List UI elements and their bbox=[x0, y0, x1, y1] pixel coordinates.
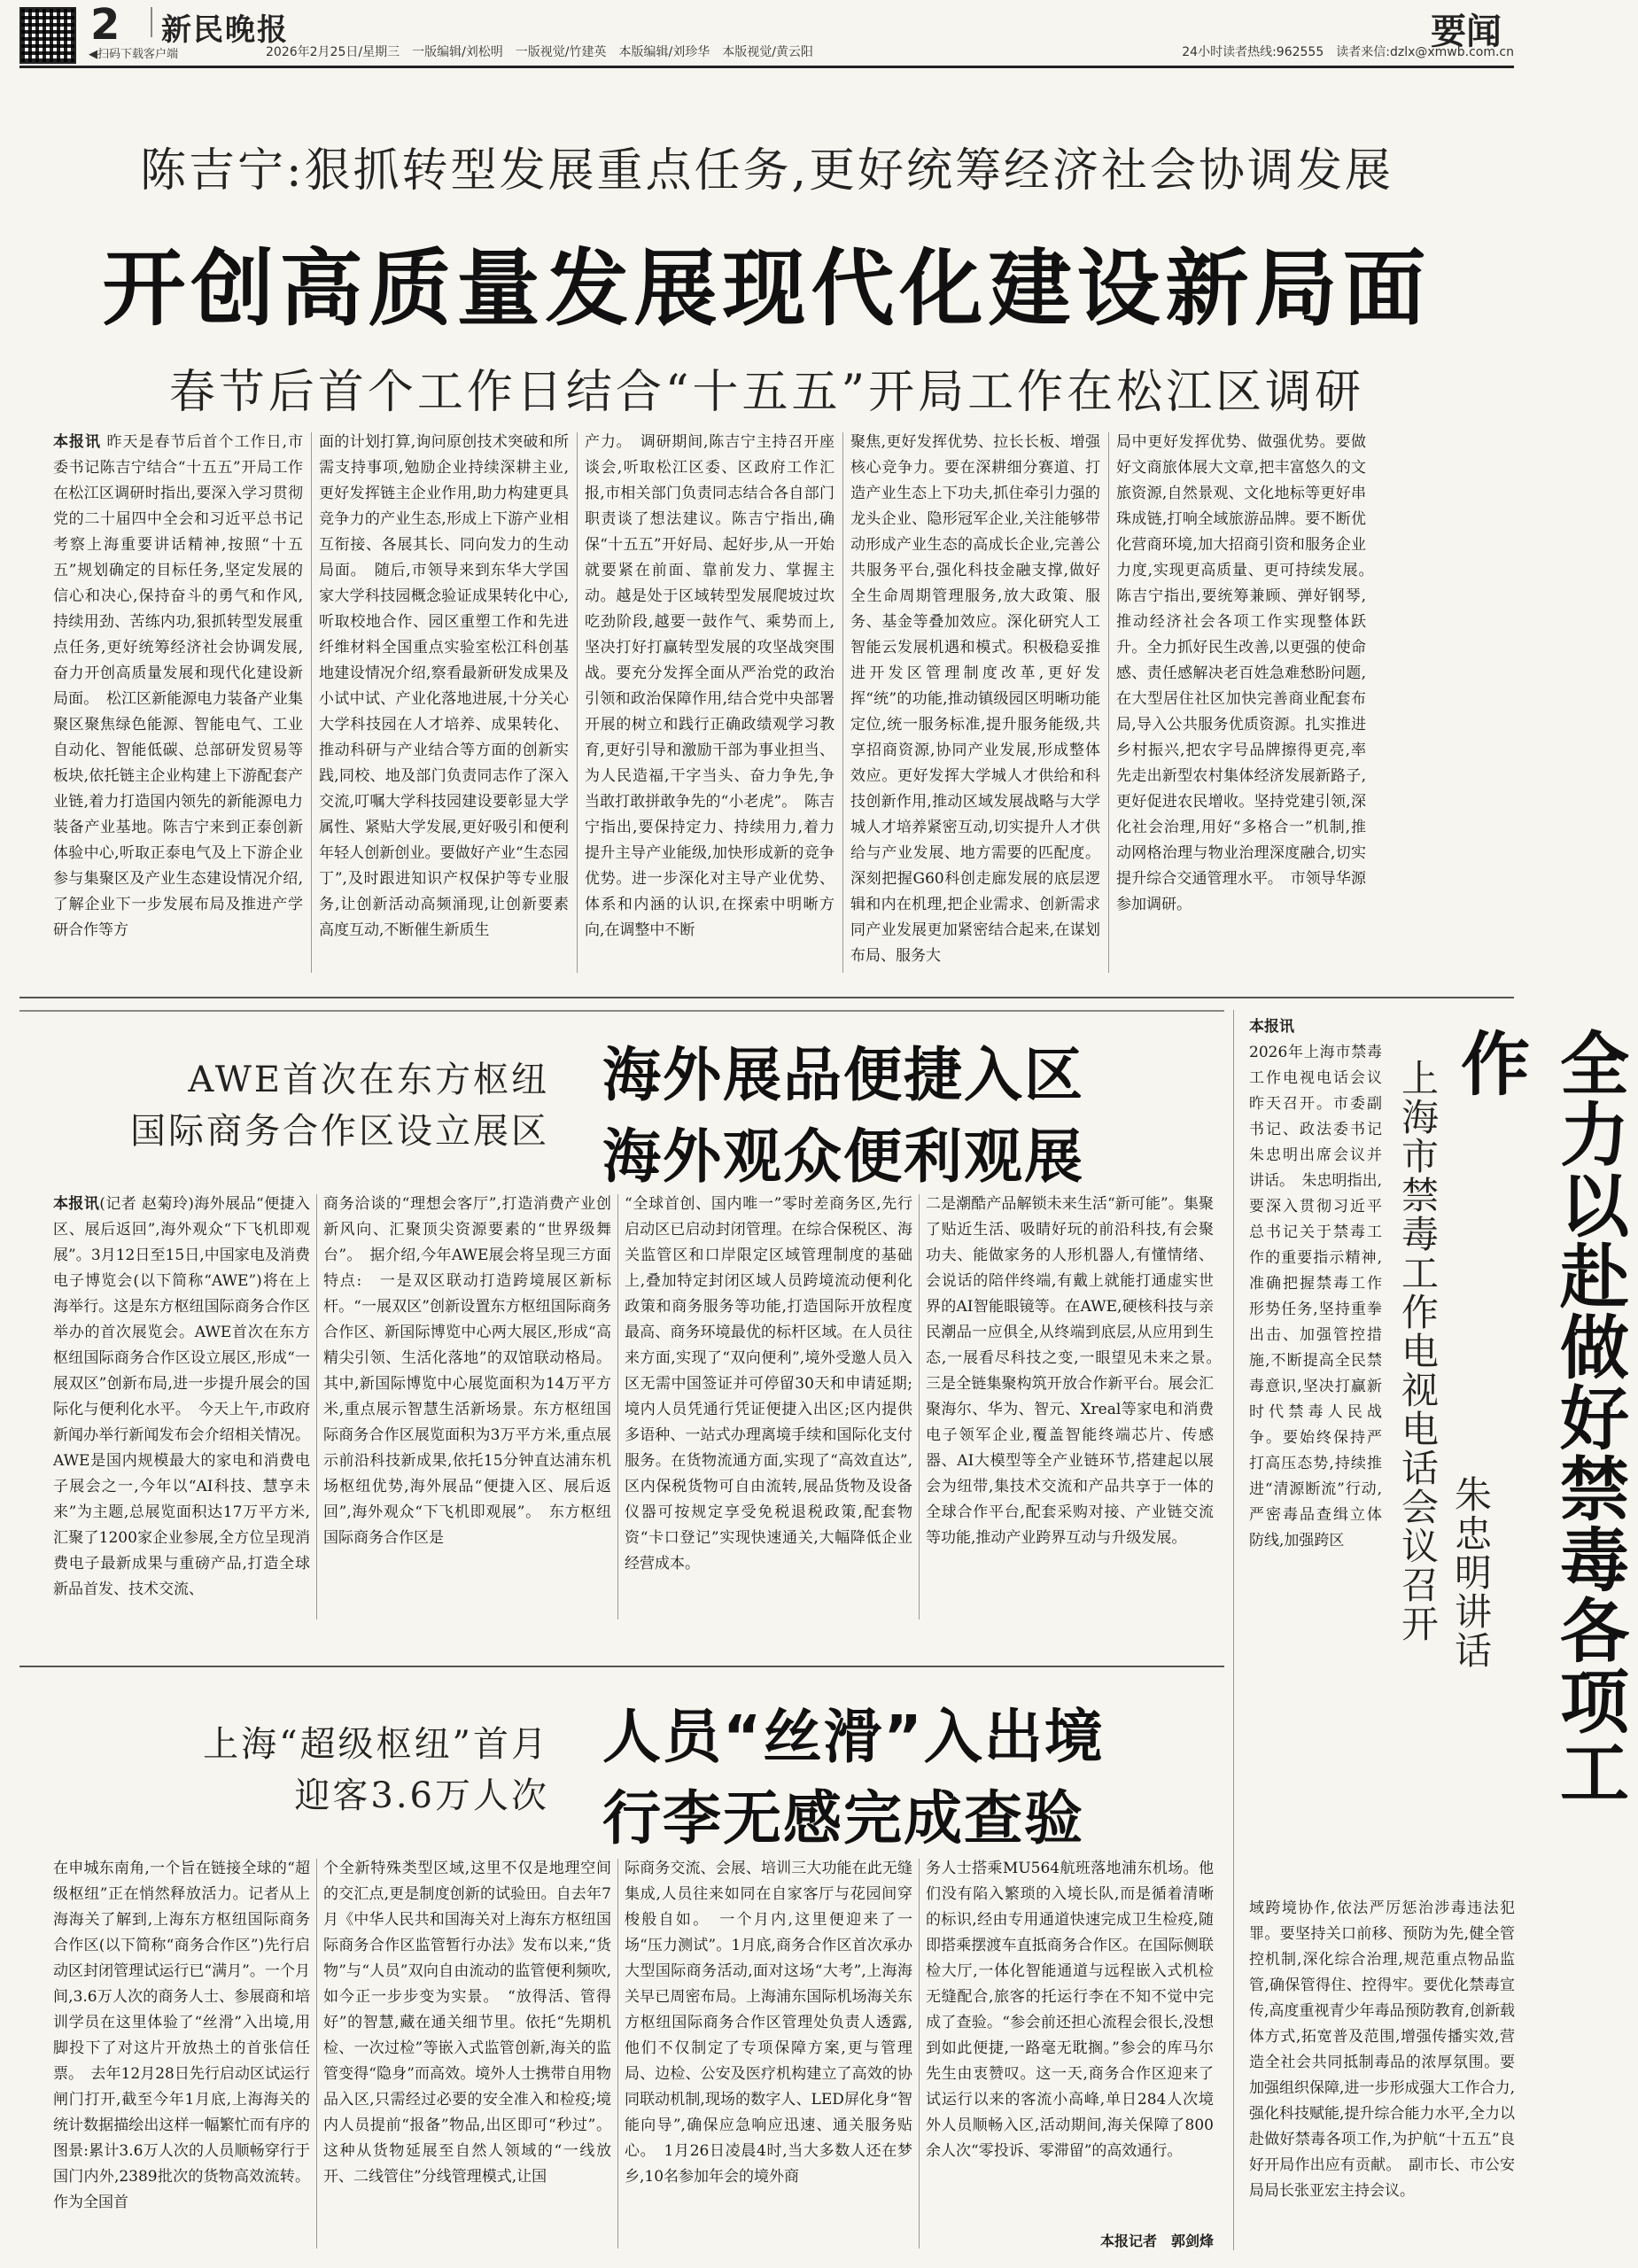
border-kicker-line1: 上海“超级枢纽”首月 bbox=[203, 1724, 549, 1765]
column-rule bbox=[617, 1859, 618, 2249]
lead-subhead: 春节后首个工作日结合“十五五”开局工作在松江区调研 bbox=[168, 366, 1365, 419]
lead-column-1 bbox=[53, 430, 303, 979]
awe-column-1 bbox=[53, 1192, 310, 1626]
border-column-2: 个全新特殊类型区域,这里不仅是地理空间的交汇点,更是制度创新的试验田。自去年7月《中华人民共和国海关对上海东方枢纽国际商务合作区监管暂行办法》发布以来,“货物”与“人员”双向自由流动的监管便利频吹,如今正一步步变为实景。 “放得活、管得好”的智慧,藏在通关细节里。依托“先期机检、一次过检”等嵌入式监管创新,海关的监管变得“隐身”而高效。境外人士携带自用物品入区,只需经过必要的安全准入和检疫;境内人员提前“报备”物品,出区即可“秒过”。这种从货物延展至自然人领域的“一线放开、二线管住”分线管理模式,让国 bbox=[323, 1860, 611, 2186]
awe-top-rule bbox=[19, 1010, 1224, 1012]
section-divider bbox=[19, 997, 1514, 998]
lead-column-1-text: 昨天是春节后首个工作日,市委书记陈吉宁结合“十五五”开局工作在松江区调研时指出,要深入学习贯彻党的二十届四中全会和习近平总书记考察上海重要讲话精神,按照“十五五”规划确定的目标任务,坚定发展的信心和决心,保持奋斗的勇气和作风,持续用劲、苦练内功,狠抓转型发展重点任务,更好统筹经济社会协调发展,奋力开创高质量发展和现代化建设新局面。 松江区新能源电力装备产业集聚区聚焦绿色能源、智能电气、工业自动化、智能低碳、总部研发贸易等板块,依托链主企业构建上下游配套产业链,着力打造国内领先的新能源电力装备产业基地。陈吉宁来到正泰创新体验中心,听取正泰电气及上下游企业参与集聚区及产业生态建设情况介绍,了解企业下一步发展布局及推进产学研合作等方 bbox=[53, 433, 304, 939]
border-headline-line1: 人员“丝滑”入出境 bbox=[602, 1703, 1105, 1771]
sidebar-byline: 本报讯 bbox=[1249, 1018, 1294, 1036]
border-byline: 本报记者 郭剑烽 bbox=[1099, 2233, 1214, 2249]
section-divider bbox=[19, 1666, 1224, 1667]
awe-kicker-line1: AWE首次在东方枢纽 bbox=[188, 1060, 549, 1100]
border-kicker bbox=[53, 1719, 549, 1821]
qr-code[interactable] bbox=[19, 7, 76, 64]
awe-column-2: 商务洽谈的“理想会客厅”,打造消费产业创新风向、汇聚顶尖资源要素的“世界级舞台”。 据介绍,今年AWE展会将呈现三方面特点: 一是双区联动打造跨境展区新标杆。“一展双区”创新设置东方枢纽国际商务合作区、新国际博览中心两大展区,形成“高精尖引领、生活化落地”的双馆联动格局。其中,新国际博览中心展览面积为14万平方米,重点展示智慧生活新场景。东方枢纽国际商务合作区展览面积为3万平方米,重点展示前沿科技新成果,依托15分钟直达浦东机场枢纽优势,海外展品“便捷入区、展后返回”,海外观众“下飞机即观展”。 东方枢纽国际商务合作区是 bbox=[323, 1195, 611, 1547]
column-rule bbox=[842, 432, 843, 973]
lead-column-2: 面的计划打算,询问原创技术突破和所需支持事项,勉励企业持续深耕主业,更好发挥链主企业作用,助力构建更具竞争力的产业生态,形成上下游产业相互衔接、各展其长、同向发力的生动局面。 随后,市领导来到东华大学国家大学科技园概念验证成果转化中心,听取校地合作、园区重塑工作和先进纤维材料全国重点实验室松江科创基地建设情况介绍,察看最新研发成果及小试中试、产业化落地进展,十分关心大学科技园在人才培养、成果转化、推动科研与产业结合等方面的创新实践,同校、地及部门负责同志作了深入交流,叮嘱大学科技园建设要彰显大学属性、紧贴大学发展,更好吸引和便利年轻人创新创业。要做好产业“生态园丁”,及时跟进知识产权保护等专业服务,让创新活动高频涌现,让创新要素高度互动,不断催生新质生 bbox=[319, 433, 569, 939]
awe-column-4: 二是潮酷产品解锁未来生活“新可能”。集聚了贴近生活、吸睛好玩的前沿科技,有会聚功夫、能做家务的人形机器人,有懂情绪、会说话的陪伴终端,有戴上就能打通虚实世界的AI智能眼镜等。在AWE,硬核科技与亲民潮品一应俱全,从终端到底层,从应用到生态,一展看尽科技之变,一眼望见未来之景。 三是全链集聚构筑开放合作新平台。展会汇聚海尔、华为、智元、Xreal等家电和消费电子领军企业,覆盖智能终端芯片、传感器、AI大模型等全产业链环节,搭建起以展会为纽带,集技术交流和产品共享于一体的全球合作平台,配套采购对接、产业链交流等功能,推动产业跨界互动与升级发展。 bbox=[926, 1195, 1229, 1547]
column-rule bbox=[1108, 432, 1109, 973]
column-rule bbox=[316, 1859, 317, 2249]
sidebar-rule bbox=[1233, 1010, 1234, 2250]
awe-byline: 本报讯 bbox=[53, 1195, 100, 1213]
paper-name: 新民晚报 bbox=[161, 12, 289, 48]
awe-headline bbox=[602, 1035, 1214, 1198]
sidebar-body-top bbox=[1249, 1014, 1382, 1891]
lead-column-5: 局中更好发挥优势、做强优势。要做好文商旅体展大文章,把丰富悠久的文旅资源,自然景观、文化地标等更好串珠成链,打响全域旅游品牌。要不断优化营商环境,加大招商引资和服务企业力度,实现更高质量、更可持续发展。 陈吉宁指出,要统筹兼顾、弹好钢琴,推动经济社会各项工作实现整体跃升。全力抓好民生改善,以更强的使命感、责任感解决老百姓急难愁盼问题,在大型居住社区加快完善商业配套布局,导入公共服务优质资源。扎实推进乡村振兴,把农字号品牌擦得更亮,率先走出新型农村集体经济发展新路子,更好促进农民增收。坚持党建引领,深化社会治理,用好“多格合一”机制,推动网格治理与物业治理深度融合,切实提升综合交通管理水平。 市领导华源参加调研。 bbox=[1116, 433, 1381, 913]
lead-column-4: 聚焦,更好发挥优势、拉长长板、增强核心竞争力。要在深耕细分赛道、打造产业生态上下功夫,抓住牵引力强的龙头企业、隐形冠军企业,关注能够带动形成产业生态的高成长企业,完善公共服务平台,强化科技金融支撑,做好全生命周期管理服务,放大政策、服务、基金等叠加效应。深化研究人工智能云发展机遇和模式。积极稳妥推进开发区管理制度改革,更好发挥“统”的功能,推动镇级园区明晰功能定位,统一服务标准,提升服务能级,共享招商资源,协同产业发展,形成整体效应。更好发挥大学城人才供给和科技创新作用,推动区域发展战略与大学城人才培养紧密互动,切实提升人才供给与产业发展、地方需要的匹配度。深刻把握G60科创走廊发展的底层逻辑和内在机理,把企业需求、创新需求同产业发展更加紧密结合起来,在谋划布局、服务大 bbox=[850, 433, 1100, 965]
sidebar-headline: 全力以赴做好禁毒各项工作 bbox=[1449, 1028, 1628, 1807]
sidebar-body-bottom: 域跨境协作,依法严厉惩治涉毒违法犯罪。要坚持关口前移、预防为先,健全管控机制,深化综合治理,规范重点物品监管,确保管得住、控得牢。要优化禁毒宣传,高度重视青少年毒品预防教育,创新载体方式,拓宽普及范围,增强传播实效,营造全社会共同抵制毒品的浓厚氛围。要加强组织保障,进一步形成强大工作合力,强化科技赋能,提升综合能力水平,全力以赴做好禁毒各项工作,为护航“十五五”良好开局作出应有贡献。 副市长、市公安局局长张亚宏主持会议。 bbox=[1249, 1899, 1515, 2200]
lead-byline: 本报讯 bbox=[53, 433, 102, 451]
awe-headline-line1: 海外展品便捷入区 bbox=[602, 1041, 1084, 1109]
lead-headline: 开创高质量发展现代化建设新局面 bbox=[102, 241, 1432, 338]
masthead-divider bbox=[151, 7, 152, 37]
awe-headline-line2: 海外观众便利观展 bbox=[602, 1122, 1084, 1191]
column-rule bbox=[919, 1859, 920, 2249]
column-rule bbox=[316, 1194, 317, 1619]
awe-kicker-line2: 国际商务合作区设立展区 bbox=[130, 1111, 549, 1152]
awe-column-3: “全球首创、国内唯一”零时差商务区,先行启动区已启动封闭管理。在综合保税区、海关监管区和口岸限定区域管理制度的基础上,叠加特定封闭区域人员跨境流动便利化政策和商务服务等功能,打造国际开放程度最高、商务环境最优的标杆区域。在人员往来方面,实现了“双向便利”,境外受邀人员入区无需中国签证并可停留30天和申请延期;境内人员凭通行凭证便捷入出区;区内提供多语种、一站式办理离境手续和国际化支付服务。在货物流通方面,实现了“高效直达”,区内保税货物可自由流转,展品货物及设备仪器可按规定享受免税退税政策,配套物资“卡口登记”实现快速通关,大幅降低企业经营成本。 bbox=[625, 1195, 912, 1573]
sidebar-subhead-line2: 朱忠明讲话 bbox=[1449, 1475, 1493, 1670]
column-rule bbox=[577, 432, 578, 973]
border-headline-line2: 行李无感完成查验 bbox=[602, 1784, 1084, 1852]
lead-column-3: 产力。 调研期间,陈吉宁主持召开座谈会,听取松江区委、区政府工作汇报,市相关部门负责同志结合各自部门职责谈了想法建议。陈吉宁指出,确保“十五五”开好局、起好步,从一开始就要紧在前面、靠前发力、掌握主动。越是处于区域转型发展爬坡过坎吃劲阶段,越要一鼓作气、乘势而上,坚决打好打赢转型发展的攻坚战突围战。要充分发挥全面从严治党的政治引领和政治保障作用,结合党中央部署开展的树立和践行正确政绩观学习教育,更好引导和激励干部为事业担当、为人民造福,干字当头、奋力争先,争当敢打敢拼敢争先的“小老虎”。 陈吉宁指出,要保持定力、持续用力,着力提升主导产业能级,加快形成新的竞争优势。进一步深化对主导产业优势、体系和内涵的认识,在探索中明晰方向,在调整中不断 bbox=[585, 433, 835, 939]
sidebar-body-top-text: 2026年上海市禁毒工作电视电话会议昨天召开。市委副书记、政法委书记朱忠明出席会议并讲话。 朱忠明指出,要深入贯彻习近平总书记关于禁毒工作的重要指示精神,准确把握禁毒工作形势任务,坚持重拳出击、加强管控措施,不断提高全民禁毒意识,坚决打赢新时代禁毒人民战争。要始终保持严打高压态势,持续推进“清源断流”行动,严密毒品查缉立体防线,加强跨区 bbox=[1249, 1044, 1382, 1550]
border-headline bbox=[602, 1697, 1214, 1860]
awe-column-1-text: (记者 赵菊玲)海外展品“便捷入区、展后返回”,海外观众“下飞机即观展”。3月12日至15日,中国家电及消费电子博览会(以下简称“AWE”)将在上海举行。这是东方枢纽国际商务合作区举办的首次展览会。AWE首次在东方枢纽国际商务合作区设立展区,形成“一展双区”创新布局,进一步提升展会的国际化与便利化水平。 今天上午,市政府新闻办举行新闻发布会介绍相关情况。AWE是国内规模最大的家电和消费电子展会之一,今年以“AI科技、慧享未来”为主题,总展览面积达17万平方米,汇聚了1200家企业参展,全方位呈现消费电子最新成果与重磅产品,打造全球新品首发、技术交流、 bbox=[53, 1195, 311, 1598]
section-label: 要闻 bbox=[1431, 12, 1502, 52]
sidebar-subhead-line1: 上海市禁毒工作电视电话会议召开 bbox=[1396, 1059, 1440, 1643]
border-kicker-line2: 迎客3.6万人次 bbox=[294, 1775, 549, 1816]
hotline: 24小时读者热线:962555 读者来信:dzlx@xmwb.com.cn bbox=[1182, 45, 1514, 59]
lead-kicker: 陈吉宁:狠抓转型发展重点任务,更好统筹经济社会协调发展 bbox=[139, 144, 1394, 198]
qr-caption: ◀扫码下载客户端 bbox=[89, 48, 178, 61]
issue-info: 2026年2月25日/星期三 一版编辑/刘松明 一版视觉/竹建英 本版编辑/刘珍华 本版视觉/黄云阳 bbox=[266, 45, 813, 59]
border-column-4: 务人士搭乘MU564航班落地浦东机场。他们没有陷入繁琐的入境长队,而是循着清晰的标识,经由专用通道快速完成卫生检疫,随即搭乘摆渡车直抵商务合作区。在国际侧联检大厅,一体化智能通道与远程嵌入式机检无缝配合,旅客的托运行李在不知不觉中完成了查验。“参会前还担心流程会很长,没想到如此便捷,一路毫无耽搁。”参会的库马尔先生由衷赞叹。这一天,商务合作区迎来了试运行以来的客流小高峰,单日284人次境外人员顺畅入区,活动期间,海关保障了800余人次“零投诉、零滞留”的高效通行。 bbox=[926, 1860, 1214, 2160]
awe-kicker bbox=[53, 1054, 549, 1157]
border-column-1: 在申城东南角,一个旨在链接全球的“超级枢纽”正在悄然释放活力。记者从上海海关了解到,上海东方枢纽国际商务合作区(以下简称“商务合作区”)先行启动区封闭管理试运行已“满月”。一个月间,3.6万人次的商务人士、参展商和培训学员在这里体验了“丝滑”入出境,用脚投下了对这片开放热土的首张信任票。 去年12月28日先行启动区试运行闸门打开,截至今年1月底,上海海关的统计数据描绘出这样一幅繁忙而有序的图景:累计3.6万人次的人员顺畅穿行于国门内外,2389批次的货物高效流转。作为全国首 bbox=[53, 1860, 310, 2211]
column-rule bbox=[919, 1194, 920, 1619]
border-column-3: 际商务交流、会展、培训三大功能在此无缝集成,人员往来如同在自家客厅与花园间穿梭般自如。 一个月内,这里便迎来了一场“压力测试”。1月底,商务合作区首次承办大型国际商务活动,面对这场“大考”,上海海关早已周密布局。上海浦东国际机场海关东方枢纽国际商务合作区管理处负责人透露,他们不仅制定了专项保障方案,更与管理局、边检、公安及医疗机构建立了高效的协同联动机制,现场的数字人、LED屏化身“智能向导”,确保应急响应迅速、通关服务贴心。 1月26日凌晨4时,当大多数人还在梦乡,10名参加年会的境外商 bbox=[625, 1860, 912, 2186]
column-rule bbox=[617, 1194, 618, 1619]
column-rule bbox=[311, 432, 312, 973]
masthead-rule bbox=[19, 66, 1514, 68]
page-number: 2 bbox=[90, 0, 120, 50]
